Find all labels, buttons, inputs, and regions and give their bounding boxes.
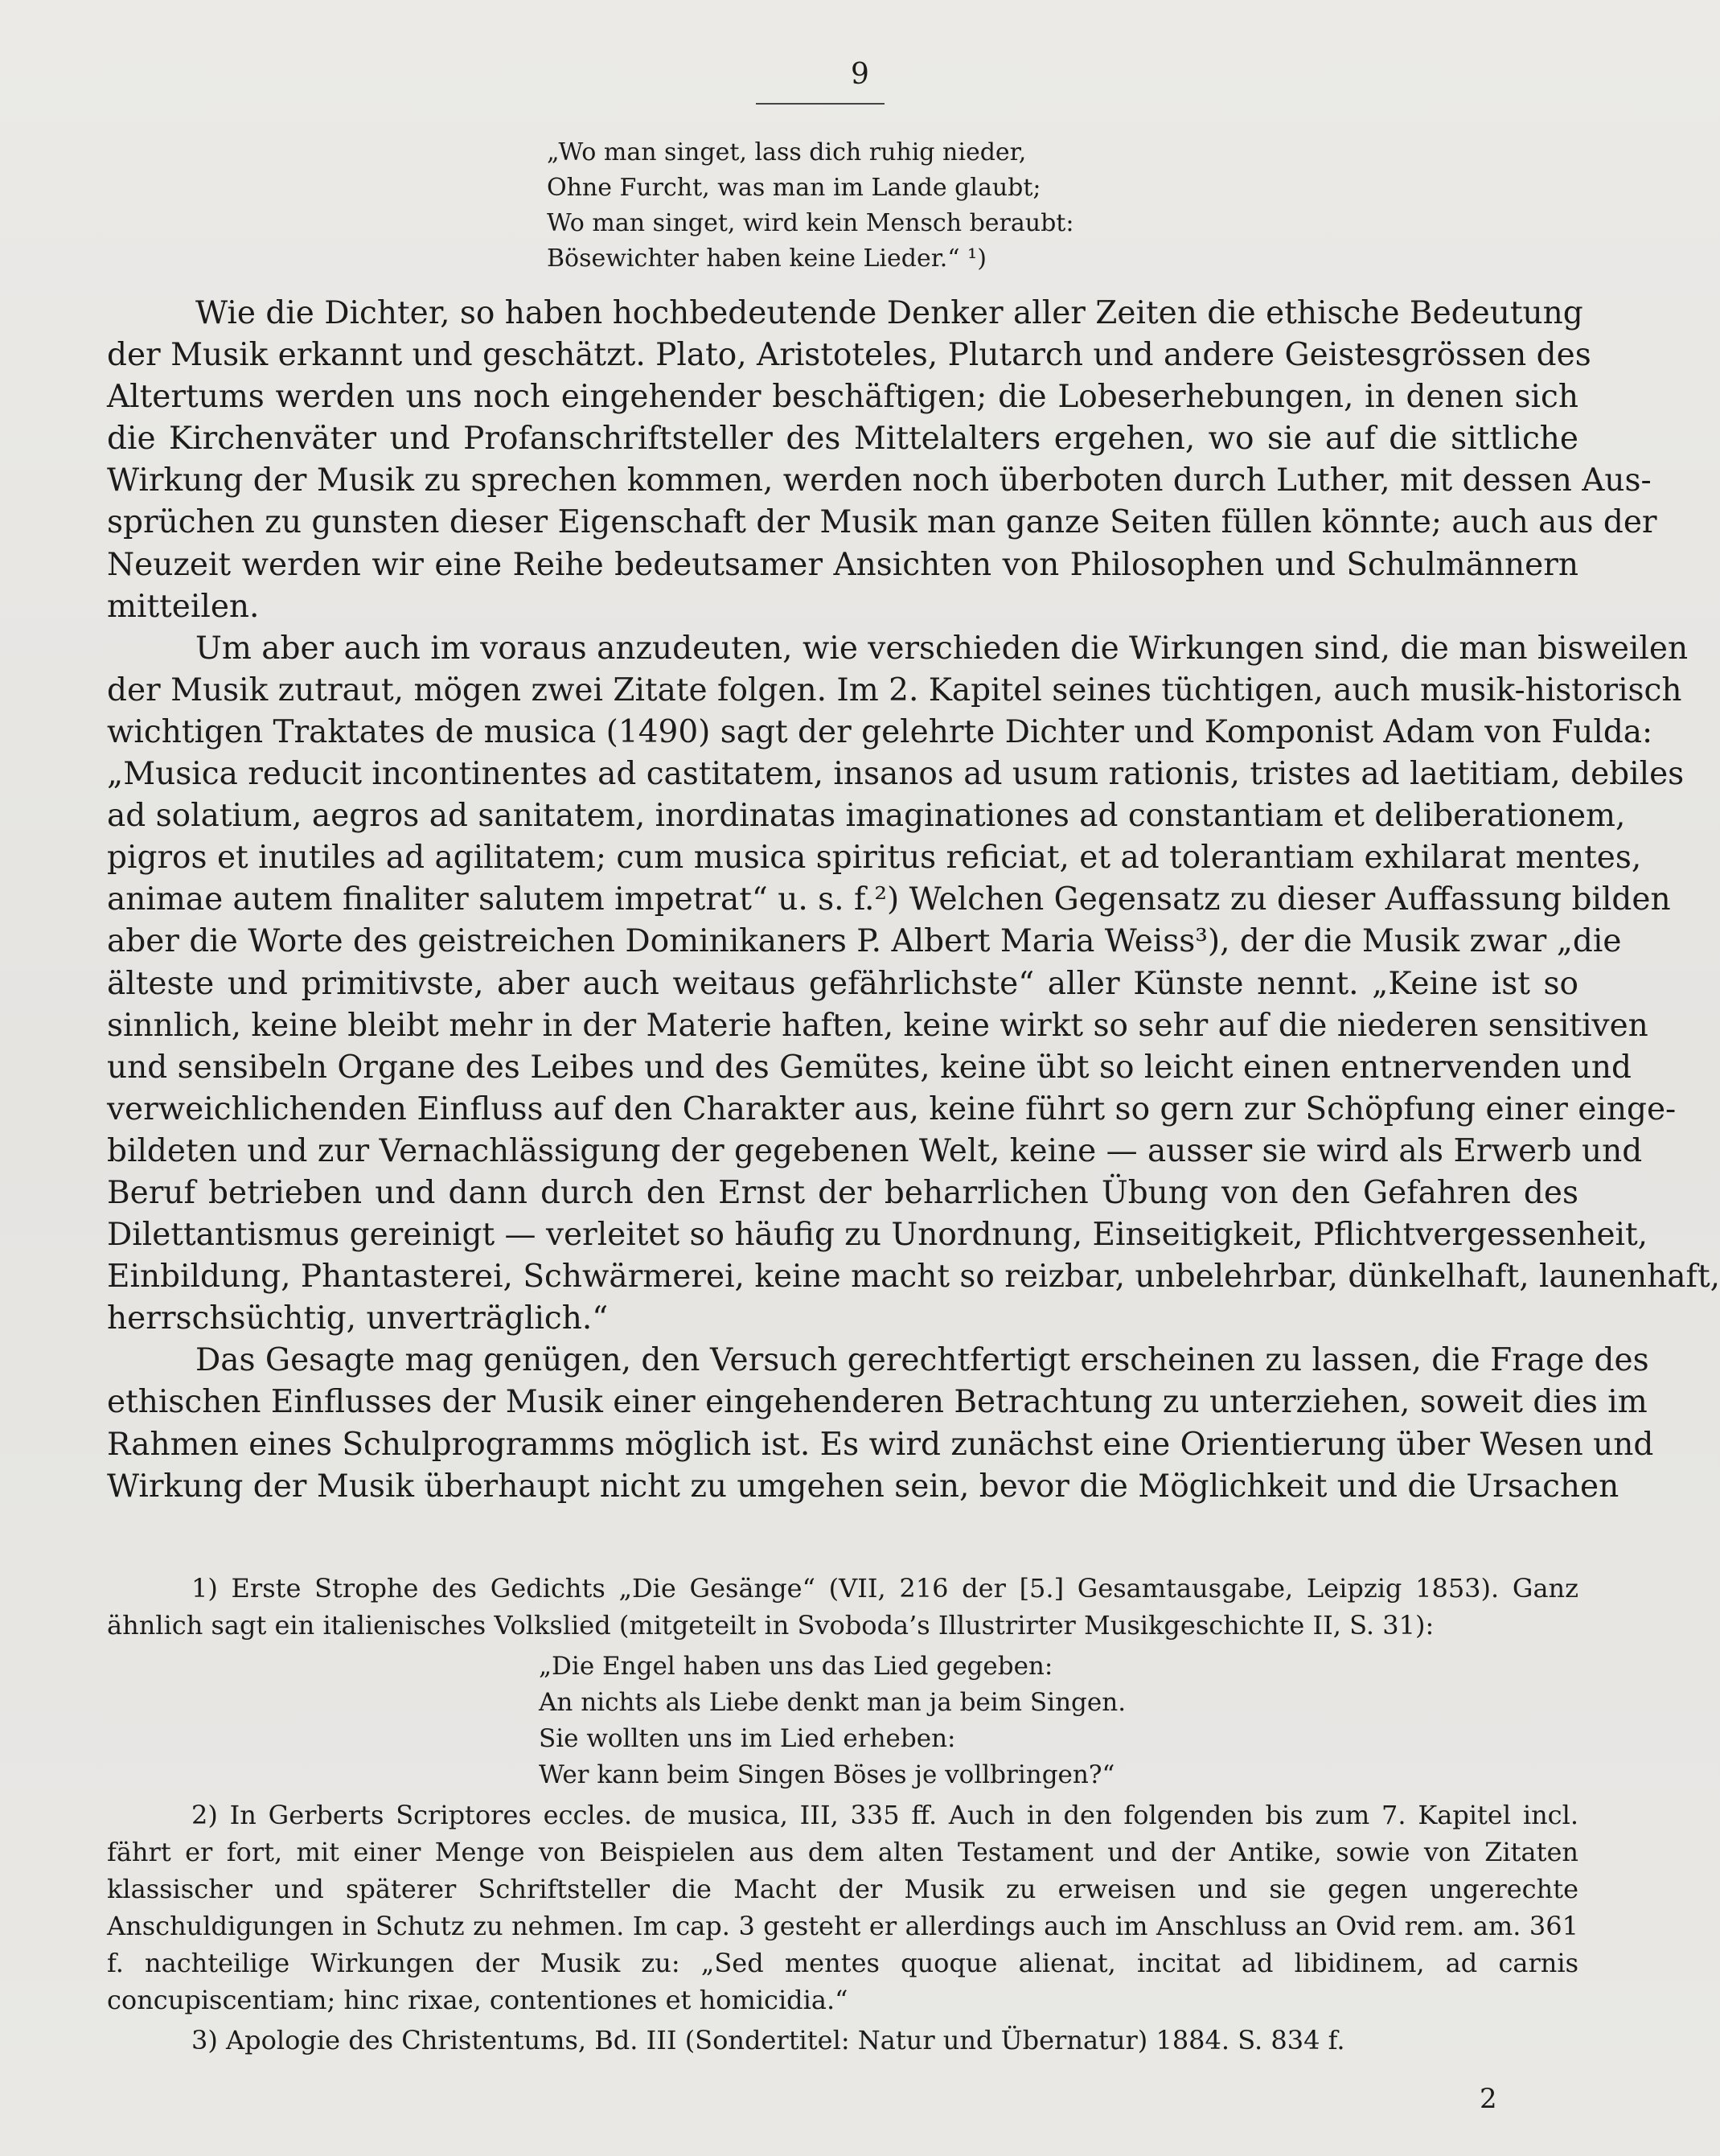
motto-line: Bösewichter haben keine Lieder.“ ¹) [547, 244, 987, 273]
footnote-verse [539, 1649, 1720, 1793]
text-line: älteste und primitivste, aber auch weitaus gefährlichste“ aller Künste nennt. „Keine ist so [107, 965, 1578, 1002]
signature-mark: 2 [1480, 2083, 1497, 2115]
footnote-3: 3) Apologie des Christentums, Bd. III (Sondertitel: Natur und Übernatur) 1884. S. 834 f. [191, 2025, 1345, 2055]
text-line: Altertums werden uns noch eingehender beschäftigen; die Lobeserhebungen, in denen sich [107, 379, 1578, 416]
text-line: Einbildung, Phantasterei, Schwärmerei, keine macht so reizbar, unbelehrbar, dünkelhaft, launenhaft, [107, 1259, 1720, 1296]
text-line: und sensibeln Organe des Leibes und des Gemütes, keine übt so leicht einen entnervenden und [107, 1049, 1632, 1086]
text-line: sprüchen zu gunsten dieser Eigenschaft der Musik man ganze Seiten füllen könnte; auch aus der [107, 504, 1657, 541]
motto-line: Wo man singet, wird kein Mensch beraubt: [547, 209, 1074, 237]
text-line: pigros et inutiles ad agilitatem; cum musica spiritus reficiat, et ad tolerantiam exhilarat mentes, [107, 840, 1642, 877]
text-line: die Kirchenväter und Profanschriftsteller des Mittelalters ergehen, wo sie auf die sittliche [107, 421, 1578, 458]
footnotes [107, 1570, 1578, 2059]
footnote-1: 1) Erste Strophe des Gedichts „Die Gesänge“ (VII, 216 der [5.] Gesamtausgabe, Leipzig 1853). Ganz ähnlich sagt ein italienisches Volkslied (mitgeteilt in Svoboda’s Illustrirter Musikgeschichte II, S. 31): [107, 1573, 1578, 1641]
text-line: aber die Worte des geistreichen Dominikaners P. Albert Maria Weiss³), der die Musik zwar „die [107, 923, 1622, 960]
verse-line: Wer kann beim Singen Böses je vollbringen?“ [539, 1760, 1115, 1789]
motto-line: „Wo man singet, lass dich ruhig nieder, [547, 138, 1027, 166]
header-rule [756, 103, 885, 105]
text-line: herrschsüchtig, unverträglich.“ [107, 1300, 609, 1337]
text-line: Das Gesagte mag genügen, den Versuch gerechtfertigt erscheinen zu lassen, die Frage des [195, 1342, 1649, 1379]
verse-line: Sie wollten uns im Lied erheben: [539, 1724, 956, 1753]
text-line: wichtigen Traktates de musica (1490) sagt der gelehrte Dichter und Komponist Adam von Fulda: [107, 713, 1653, 750]
text-line: der Musik zutraut, mögen zwei Zitate folgen. Im 2. Kapitel seines tüchtigen, auch musik-historisch [107, 671, 1682, 708]
text-line: Dilettantismus gereinigt — verleitet so häufig zu Unordnung, Einseitigkeit, Pflichtvergessenheit, [107, 1217, 1648, 1254]
footnote-2: 2) In Gerberts Scriptores eccles. de musica, III, 335 ff. Auch in den folgenden bis zum 7. Kapitel incl. fährt er fort, mit einer Menge von Beispielen aus dem alten Testament und der Antike, sowie von Zitaten klassischer und späterer Schriftsteller die Macht der Musik zu erweisen und sie gegen ungerechte Anschuldigungen in Schutz zu nehmen. Im cap. 3 gesteht er allerdings auch im Anschluss an Ovid rem. am. 361 f. nachteilige Wirkungen der Musik zu: „Sed mentes quoque alienat, incitat ad libidinem, ad carnis concupiscentiam; hinc rixae, contentiones et homicidia.“ [107, 1800, 1578, 2015]
text-line: Neuzeit werden wir eine Reihe bedeutsamer Ansichten von Philosophen und Schulmännern [107, 546, 1578, 583]
text-line: ethischen Einflusses der Musik einer eingehenderen Betrachtung zu unterziehen, soweit dies im [107, 1384, 1648, 1421]
text-line: Beruf betrieben und dann durch den Ernst der beharrlichen Übung von den Gefahren des [107, 1174, 1578, 1211]
text-line: „Musica reducit incontinentes ad castitatem, insanos ad usum rationis, tristes ad laetitiam, debiles [107, 756, 1685, 793]
text-line: Wirkung der Musik zu sprechen kommen, werden noch überboten durch Luther, mit dessen Aus- [107, 462, 1652, 499]
verse-line: An nichts als Liebe denkt man ja beim Singen. [539, 1688, 1127, 1717]
text-line: der Musik erkannt und geschätzt. Plato, Aristoteles, Plutarch und andere Geistesgrössen des [107, 337, 1591, 374]
motto-line: Ohne Furcht, was man im Lande glaubt; [547, 174, 1041, 202]
paragraph [107, 1340, 1654, 1507]
text-line: verweichlichenden Einfluss auf den Charakter aus, keine führt so gern zur Schöpfung einer einge- [107, 1090, 1677, 1127]
text-line: Wirkung der Musik überhaupt nicht zu umgehen sein, bevor die Möglichkeit und die Ursachen [107, 1468, 1619, 1505]
motto-poem [547, 135, 1073, 277]
text-line: animae autem finaliter salutem impetrat“ u. s. f.²) Welchen Gegensatz zu dieser Auffassung bilden [107, 881, 1671, 918]
text-line: bildeten und zur Vernachlässigung der gegebenen Welt, keine — ausser sie wird als Erwerb und [107, 1132, 1643, 1169]
verse-line: „Die Engel haben uns das Lied gegeben: [539, 1652, 1053, 1681]
page-number: 9 [851, 58, 869, 91]
text-line: Rahmen eines Schulprogramms möglich ist. Es wird zunächst eine Orientierung über Wesen und [107, 1426, 1654, 1463]
text-line: sinnlich, keine bleibt mehr in der Materie haften, keine wirkt so sehr auf die niederen sensitiven [107, 1007, 1648, 1044]
text-line: Um aber auch im voraus anzudeuten, wie verschieden die Wirkungen sind, die man bisweilen [195, 630, 1689, 667]
paragraph [107, 628, 1720, 1341]
text-line: ad solatium, aegros ad sanitatem, inordinatas imaginationes ad constantiam et deliberationem, [107, 798, 1626, 835]
text-line: Wie die Dichter, so haben hochbedeutende Denker aller Zeiten die ethische Bedeutung [195, 295, 1583, 331]
paragraph [107, 293, 1657, 628]
body-text [107, 293, 1720, 1508]
text-line: mitteilen. [107, 588, 260, 625]
